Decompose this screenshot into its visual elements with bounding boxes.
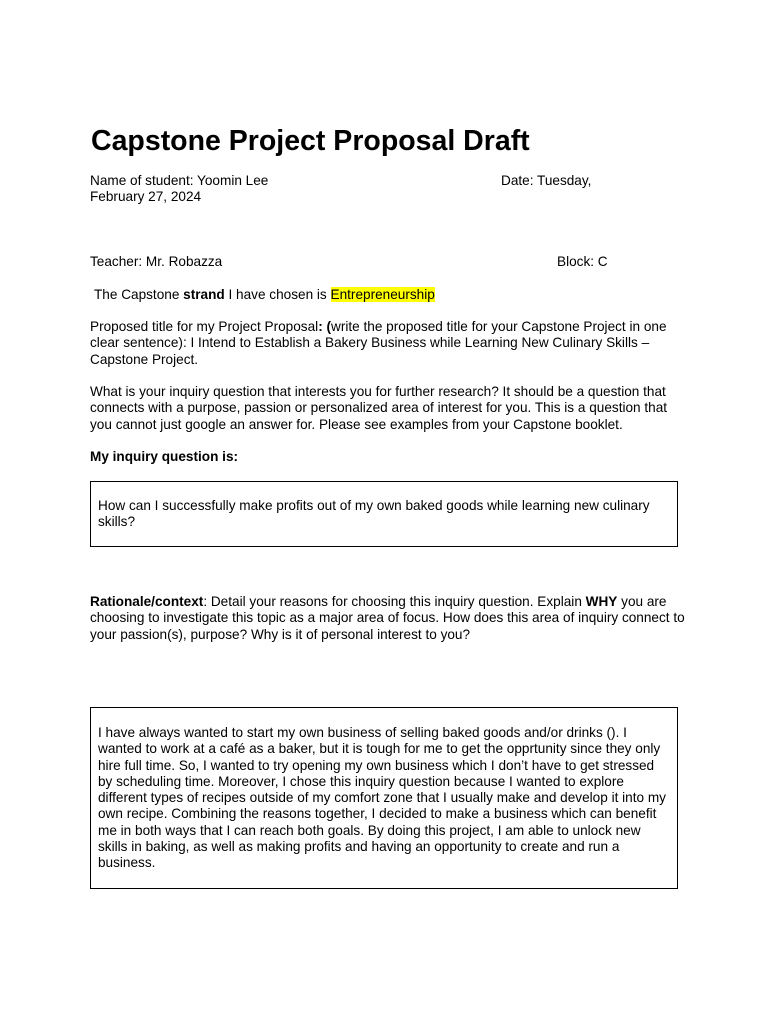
strand-prefix: The Capstone [94, 287, 184, 302]
date-value: February 27, 2024 [90, 189, 202, 204]
inquiry-label: My inquiry question is: [90, 449, 239, 464]
inquiry-prompt: What is your inquiry question that interests you for further research? It should be a question that connects with a purpose, passion or personalized area of interest for you. This is a question that you cannot just google an answer for. Please see examples from your Capstone booklet. [90, 384, 668, 432]
block-label: Block: C [557, 254, 608, 269]
rationale-answer-box [90, 707, 678, 889]
teacher-name: Teacher: Mr. Robazza [90, 254, 223, 269]
inquiry-answer-box [90, 481, 678, 547]
date-label: Date: Tuesday, [501, 173, 592, 188]
proposed-title-colon: : ( [318, 319, 332, 334]
student-name: Name of student: Yoomin Lee [90, 173, 269, 188]
rationale-text-1: : Detail your reasons for choosing this inquiry question. Explain [203, 594, 586, 609]
strand-value: Entrepreneurship [330, 287, 435, 302]
proposed-title-text: write the proposed title for your Capstone Project in one clear sentence): I Intend to Establish a Bakery Business while Learning New Culinary Skills – Capstone Project. [90, 319, 667, 367]
inquiry-answer-text: How can I successfully make profits out of my own baked goods while learning new culinary skills? [98, 498, 650, 530]
strand-keyword: strand [183, 287, 225, 302]
document-title: Capstone Project Proposal Draft [91, 125, 530, 157]
rationale-label: Rationale/context [90, 594, 204, 609]
rationale-text-2: you are choosing to investigate this topic as a major area of focus. How does this area of inquiry connect to your passion(s), purpose? Why is it of personal interest to you? [90, 594, 685, 642]
proposed-title-paragraph [90, 319, 690, 368]
strand-line [94, 287, 435, 303]
rationale-answer-text: I have always wanted to start my own business of selling baked goods and/or drinks (). I wanted to work at a café as a baker, but it is tough for me to get the opprtunity since they only hire full time. So, I wanted to try opening my own business which I don’t have to get stressed by scheduling time. Moreover, I chose this inquiry question because I wanted to explore different types of recipes outside of my comfort zone that I usually make and develop it into my own recipe. Combining the reasons together, I decided to make a business which can benefit me in both ways that I can reach both goals. By doing this project, I am able to unlock new skills in baking, as well as making profits and having an opportunity to create and run a business. [98, 725, 666, 871]
rationale-paragraph [90, 594, 690, 643]
strand-middle: I have chosen is [224, 287, 331, 302]
proposed-title-prefix: Proposed title for my Project Proposal [90, 319, 319, 334]
rationale-emphasis: WHY [585, 594, 618, 609]
